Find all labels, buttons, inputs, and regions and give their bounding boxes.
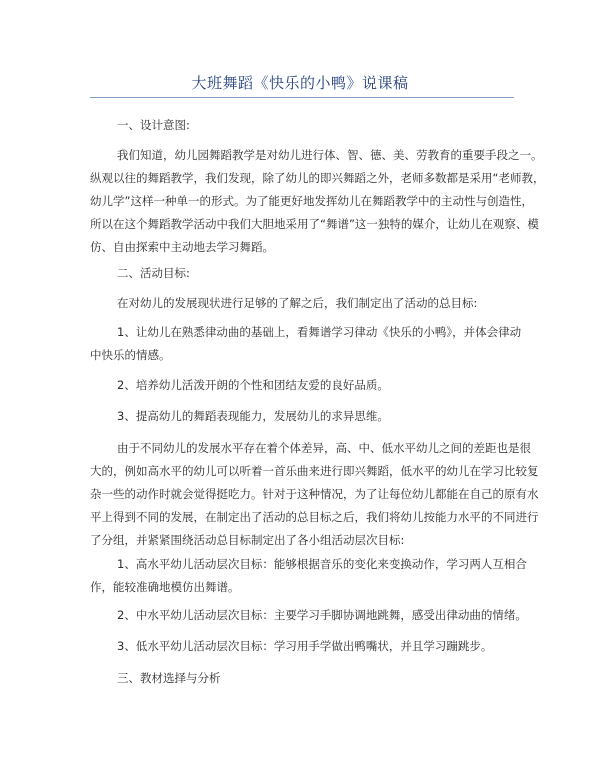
paragraph-line: 我们知道，幼儿园舞蹈教学是对幼儿进行体、智、德、美、劳教育的重要手段之一。 [117,148,543,162]
paragraph-design-intent [90,144,545,259]
level-goal-1 [90,553,527,599]
level-goal-3: 3、低水平幼儿活动层次目标：学习用手学做出鸭嘴状，并且学习蹦跳步。 [117,639,493,653]
section-heading-materials: 三、教材选择与分析 [117,671,221,685]
section-heading-design: 一、设计意图: [117,118,190,132]
paragraph-level-differences [90,437,539,552]
paragraph-line: 纵观以往的舞蹈教学，我们发现，除了幼儿的即兴舞蹈之外，老师多数都是采用“老师教， [90,171,545,185]
paragraph-line: 了分组，并紧紧围绕活动总目标制定出了各小组活动层次目标: [90,533,405,547]
paragraph-line: 幼儿学”这样一种单一的形式。为了能更好地发挥幼儿在舞蹈教学中的主动性与创造性， [90,194,533,208]
paragraph-line: 中快乐的情感。 [90,348,171,362]
title-divider [90,97,514,98]
document-title: 大班舞蹈《快乐的小鸭》说课稿 [191,74,409,92]
goal-item-3: 3、提高幼儿的舞蹈表现能力，发展幼儿的求异思维。 [117,409,389,423]
paragraph-line: 1、让幼儿在熟悉律动曲的基础上，看舞谱学习律动《快乐的小鸭》，并体会律动 [117,325,522,339]
paragraph-line: 仿、自由探索中主动地去学习舞蹈。 [90,240,274,254]
goal-item-1 [90,321,520,367]
paragraph-line: 所以在这个舞蹈教学活动中我们大胆地采用了“舞谱”这一独特的媒介，让幼儿在观察、模 [90,217,539,231]
paragraph-line: 1、高水平幼儿活动层次目标：能够根据音乐的变化来变换动作，学习两人互相合 [117,557,527,571]
paragraph-line: 大的，例如高水平的幼儿可以听着一首乐曲来进行即兴舞蹈，低水平的幼儿在学习比较复 [90,464,539,478]
section-heading-goals: 二、活动目标: [117,266,190,280]
paragraph-line: 杂一些的动作时就会觉得挺吃力。针对于这种情况，为了让每位幼儿都能在自己的原有水 [90,487,539,501]
paragraph-line: 作，能较准确地模仿出舞谱。 [90,580,240,594]
paragraph-line: 平上得到不同的发展，在制定出了活动的总目标之后，我们将幼儿按能力水平的不同进行 [90,510,539,524]
paragraph-line: 由于不同幼儿的发展水平存在着个体差异，高、中、低水平幼儿之间的差距也是很 [117,441,531,455]
paragraph-goals-intro: 在对幼儿的发展现状进行足够的了解之后，我们制定出了活动的总目标: [117,296,478,310]
level-goal-2: 2、中水平幼儿活动层次目标：主要学习手脚协调地跳舞，感受出律动曲的情绪。 [117,608,527,622]
goal-item-2: 2、培养幼儿活泼开朗的个性和团结友爱的良好品质。 [117,378,389,392]
